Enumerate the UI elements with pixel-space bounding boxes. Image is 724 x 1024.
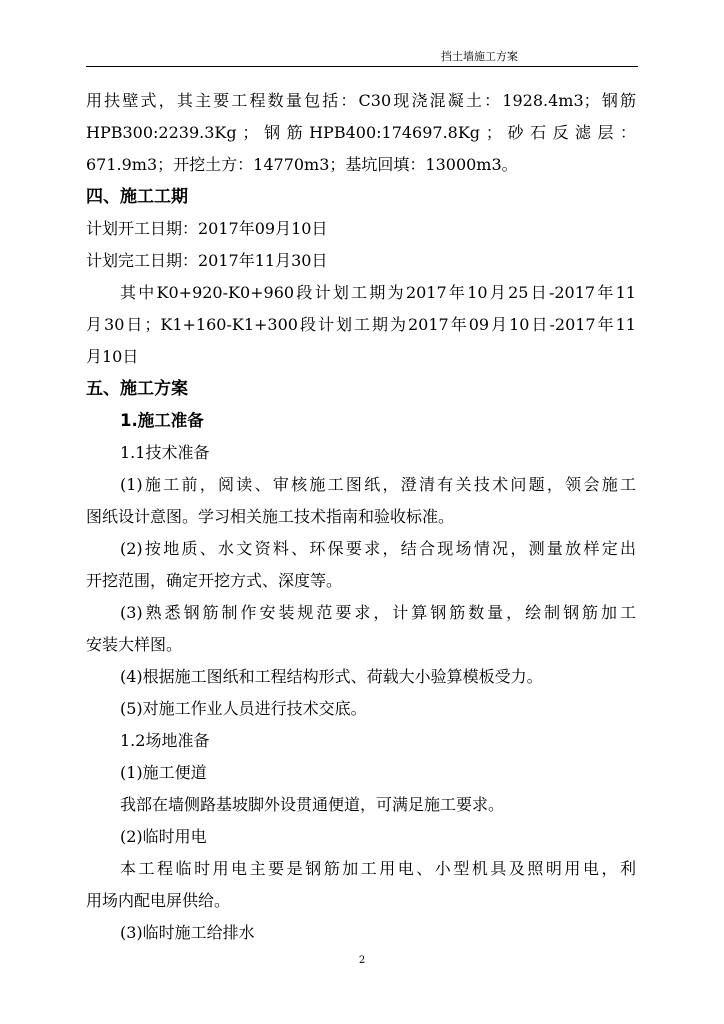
paragraph-line: (2)按地质、水文资料、环保要求，结合现场情况，测量放样定出 bbox=[120, 539, 636, 558]
paragraph-line: 本工程临时用电主要是钢筋加工用电、小型机具及照明用电，利 bbox=[120, 859, 636, 878]
paragraph-line: (4)根据施工图纸和工程结构形式、荷载大小验算模板受力。 bbox=[120, 667, 543, 686]
paragraph-line: 1.2场地准备 bbox=[120, 731, 210, 750]
paragraph-line: 用场内配电屏供给。 bbox=[86, 891, 231, 910]
paragraph-line: (1)施工前，阅读、审核施工图纸，澄清有关技术问题，领会施工 bbox=[120, 475, 636, 494]
paragraph-line: 月30日；K1+160-K1+300段计划工期为2017年09月10日-2017年11 bbox=[86, 315, 636, 334]
paragraph-line: (3)临时施工给排水 bbox=[120, 923, 255, 942]
paragraph-line: 月10日 bbox=[86, 347, 139, 366]
paragraph-line: 开挖范围，确定开挖方式、深度等。 bbox=[86, 571, 343, 590]
page-header bbox=[86, 46, 638, 67]
paragraph-line: (1)施工便道 bbox=[120, 763, 207, 782]
paragraph-line: HPB300:2239.3Kg ； 钢 筋 HPB400:174697.8Kg ； 砂 石 反 滤 层 ： bbox=[86, 123, 636, 142]
paragraph-line: (2)临时用电 bbox=[120, 827, 207, 846]
paragraph-line: (5)对施工作业人员进行技术交底。 bbox=[120, 699, 367, 718]
paragraph-line: 安装大样图。 bbox=[86, 635, 183, 654]
paragraph-line: 图纸设计意图。学习相关施工技术指南和验收标准。 bbox=[86, 507, 455, 526]
paragraph-line: 用扶壁式，其主要工程数量包括：C30现浇混凝土：1928.4m3；钢筋 bbox=[86, 91, 636, 110]
paragraph-line: 671.9m3；开挖土方：14770m3；基坑回填：13000m3。 bbox=[86, 155, 518, 174]
subsection-heading: 1.施工准备 bbox=[120, 411, 204, 430]
paragraph-line: 我部在墙侧路基坡脚外设贯通便道，可满足施工要求。 bbox=[120, 795, 505, 814]
paragraph-line: 计划开工日期：2017年09月10日 bbox=[86, 219, 328, 238]
section-heading-schedule: 四、施工工期 bbox=[86, 187, 188, 207]
paragraph-line: 计划完工日期：2017年11月30日 bbox=[86, 251, 328, 270]
header-title: 挡土墙施工方案 bbox=[441, 50, 518, 63]
paragraph-line: 其中K0+920-K0+960段计划工期为2017年10月25日-2017年11 bbox=[120, 283, 636, 302]
paragraph-line: 1.1技术准备 bbox=[120, 443, 210, 462]
section-heading-plan: 五、施工方案 bbox=[86, 379, 188, 399]
document-body bbox=[86, 85, 636, 949]
paragraph-line: (3)熟悉钢筋制作安装规范要求，计算钢筋数量，绘制钢筋加工 bbox=[120, 603, 636, 622]
page-number: 2 bbox=[358, 955, 366, 966]
